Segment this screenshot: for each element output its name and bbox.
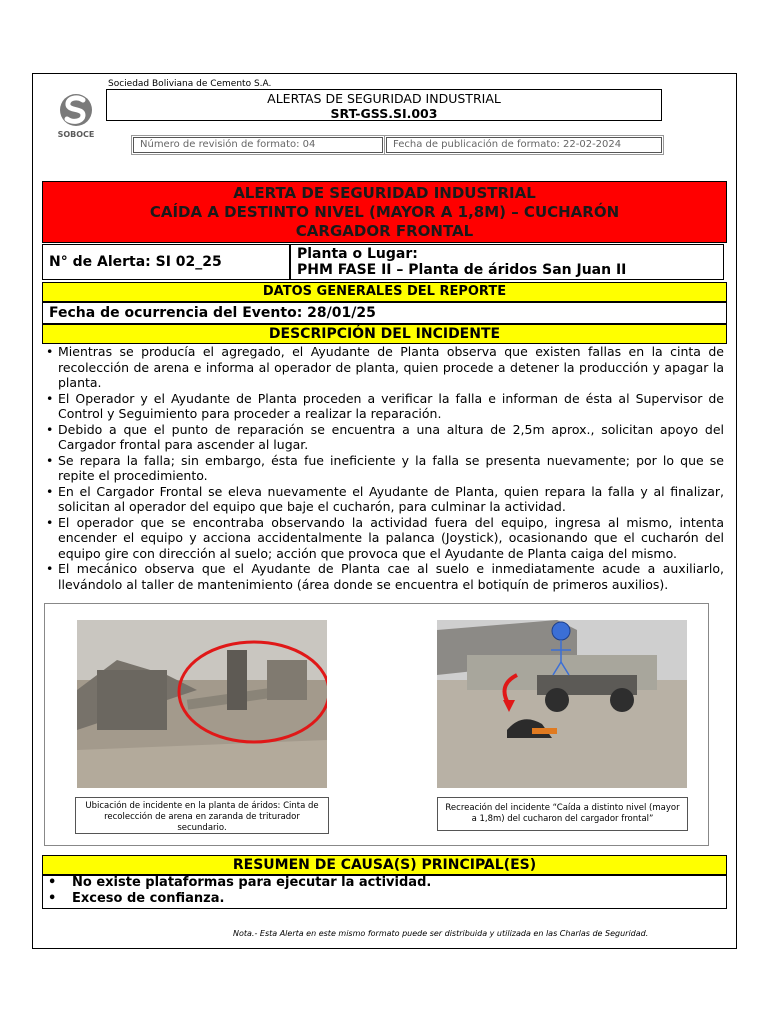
causes-list xyxy=(44,875,431,907)
description-item: • Debido a que el punto de reparación se encuentra a una altura de 2,5m aprox., solicitan apoyo del Cargador frontal para ascender al lugar. xyxy=(44,422,724,453)
incident-location-photo xyxy=(77,620,327,788)
place-value: PHM FASE II – Planta de áridos San Juan II xyxy=(297,262,627,278)
description-item: • En el Cargador Frontal se eleva nuevamente el Ayudante de Planta, quien repara la falla y al finalizar, solicitan al operador del equipo que baje el cucharón, para culminar la actividad. xyxy=(44,484,724,515)
footer-note: Nota.- Esta Alerta en este mismo formato puede ser distribuida y utilizada en las Charlas de Seguridad. xyxy=(233,929,649,938)
incident-recreation-photo xyxy=(437,620,687,788)
general-data-header: DATOS GENERALES DEL REPORTE xyxy=(42,282,727,302)
banner-line-2: CAÍDA A DESTINTO NIVEL (MAYOR A 1,8M) – CUCHARÓN xyxy=(149,203,620,221)
description-item: • El Operador y el Ayudante de Planta proceden a verificar la falla e informan de ésta al Supervisor de Control y Seguimiento para proceder a realizar la reparación. xyxy=(44,391,724,422)
revision-number: Número de revisión de formato: 04 xyxy=(133,137,383,153)
description-item: • El operador que se encontraba observando la actividad fuera del equipo, ingresa al mismo, intenta encender el equipo y acciona accidentalmente la palanca (Joystick), ocasionando que el cucharón del equipo gire con dirección al suelo; acción que provoca que el Ayudante de Planta caiga del mismo. xyxy=(44,515,724,562)
description-item: • Mientras se producía el agregado, el Ayudante de Planta observa que existen fallas en la cinta de recolección de arena e informa al operador de planta, quien procede a detener la producción y apagar la planta. xyxy=(44,344,724,391)
place-cell xyxy=(290,244,724,280)
banner-line-3: CARGADOR FRONTAL xyxy=(295,222,474,240)
incident-description xyxy=(44,344,724,592)
description-item: • Se repara la falla; sin embargo, ésta fue ineficiente y la falla se presenta nuevamente; por lo que se repite el procedimiento. xyxy=(44,453,724,484)
soboce-logo-icon xyxy=(52,88,100,148)
banner-line-1: ALERTA DE SEGURIDAD INDUSTRIAL xyxy=(233,184,536,202)
description-item: • El mecánico observa que el Ayudante de Planta cae al suelo e inmediatamente acude a auxiliarlo, llevándolo al taller de mantenimiento (área donde se encuentra el botiquín de primeros auxilios). xyxy=(44,561,724,592)
document-title xyxy=(106,89,662,121)
caption-recreation: Recreación del incidente “Caída a distinto nivel (mayor a 1,8m) del cucharon del cargador frontal” xyxy=(437,797,688,831)
cause-item: • No existe plataformas para ejecutar la actividad. xyxy=(44,875,431,891)
alert-number: N° de Alerta: SI 02_25 xyxy=(42,244,290,280)
cause-item: • Exceso de confianza. xyxy=(44,891,431,907)
caption-location: Ubicación de incidente en la planta de áridos: Cinta de recolección de arena en zaranda de triturador secundario. xyxy=(75,797,329,834)
publication-date: Fecha de publicación de formato: 22-02-2024 xyxy=(386,137,662,153)
title-line-2: SRT-GSS.SI.003 xyxy=(330,106,438,121)
place-label: Planta o Lugar: xyxy=(297,246,418,262)
alert-banner xyxy=(42,181,727,243)
title-line-1: ALERTAS DE SEGURIDAD INDUSTRIAL xyxy=(267,91,501,106)
company-name: Sociedad Boliviana de Cemento S.A. xyxy=(108,79,272,89)
event-date: Fecha de ocurrencia del Evento: 28/01/25 xyxy=(42,302,727,324)
logo-text: SOBOCE xyxy=(57,130,95,139)
causes-header: RESUMEN DE CAUSA(S) PRINCIPAL(ES) xyxy=(42,855,727,875)
description-header: DESCRIPCIÓN DEL INCIDENTE xyxy=(42,324,727,344)
